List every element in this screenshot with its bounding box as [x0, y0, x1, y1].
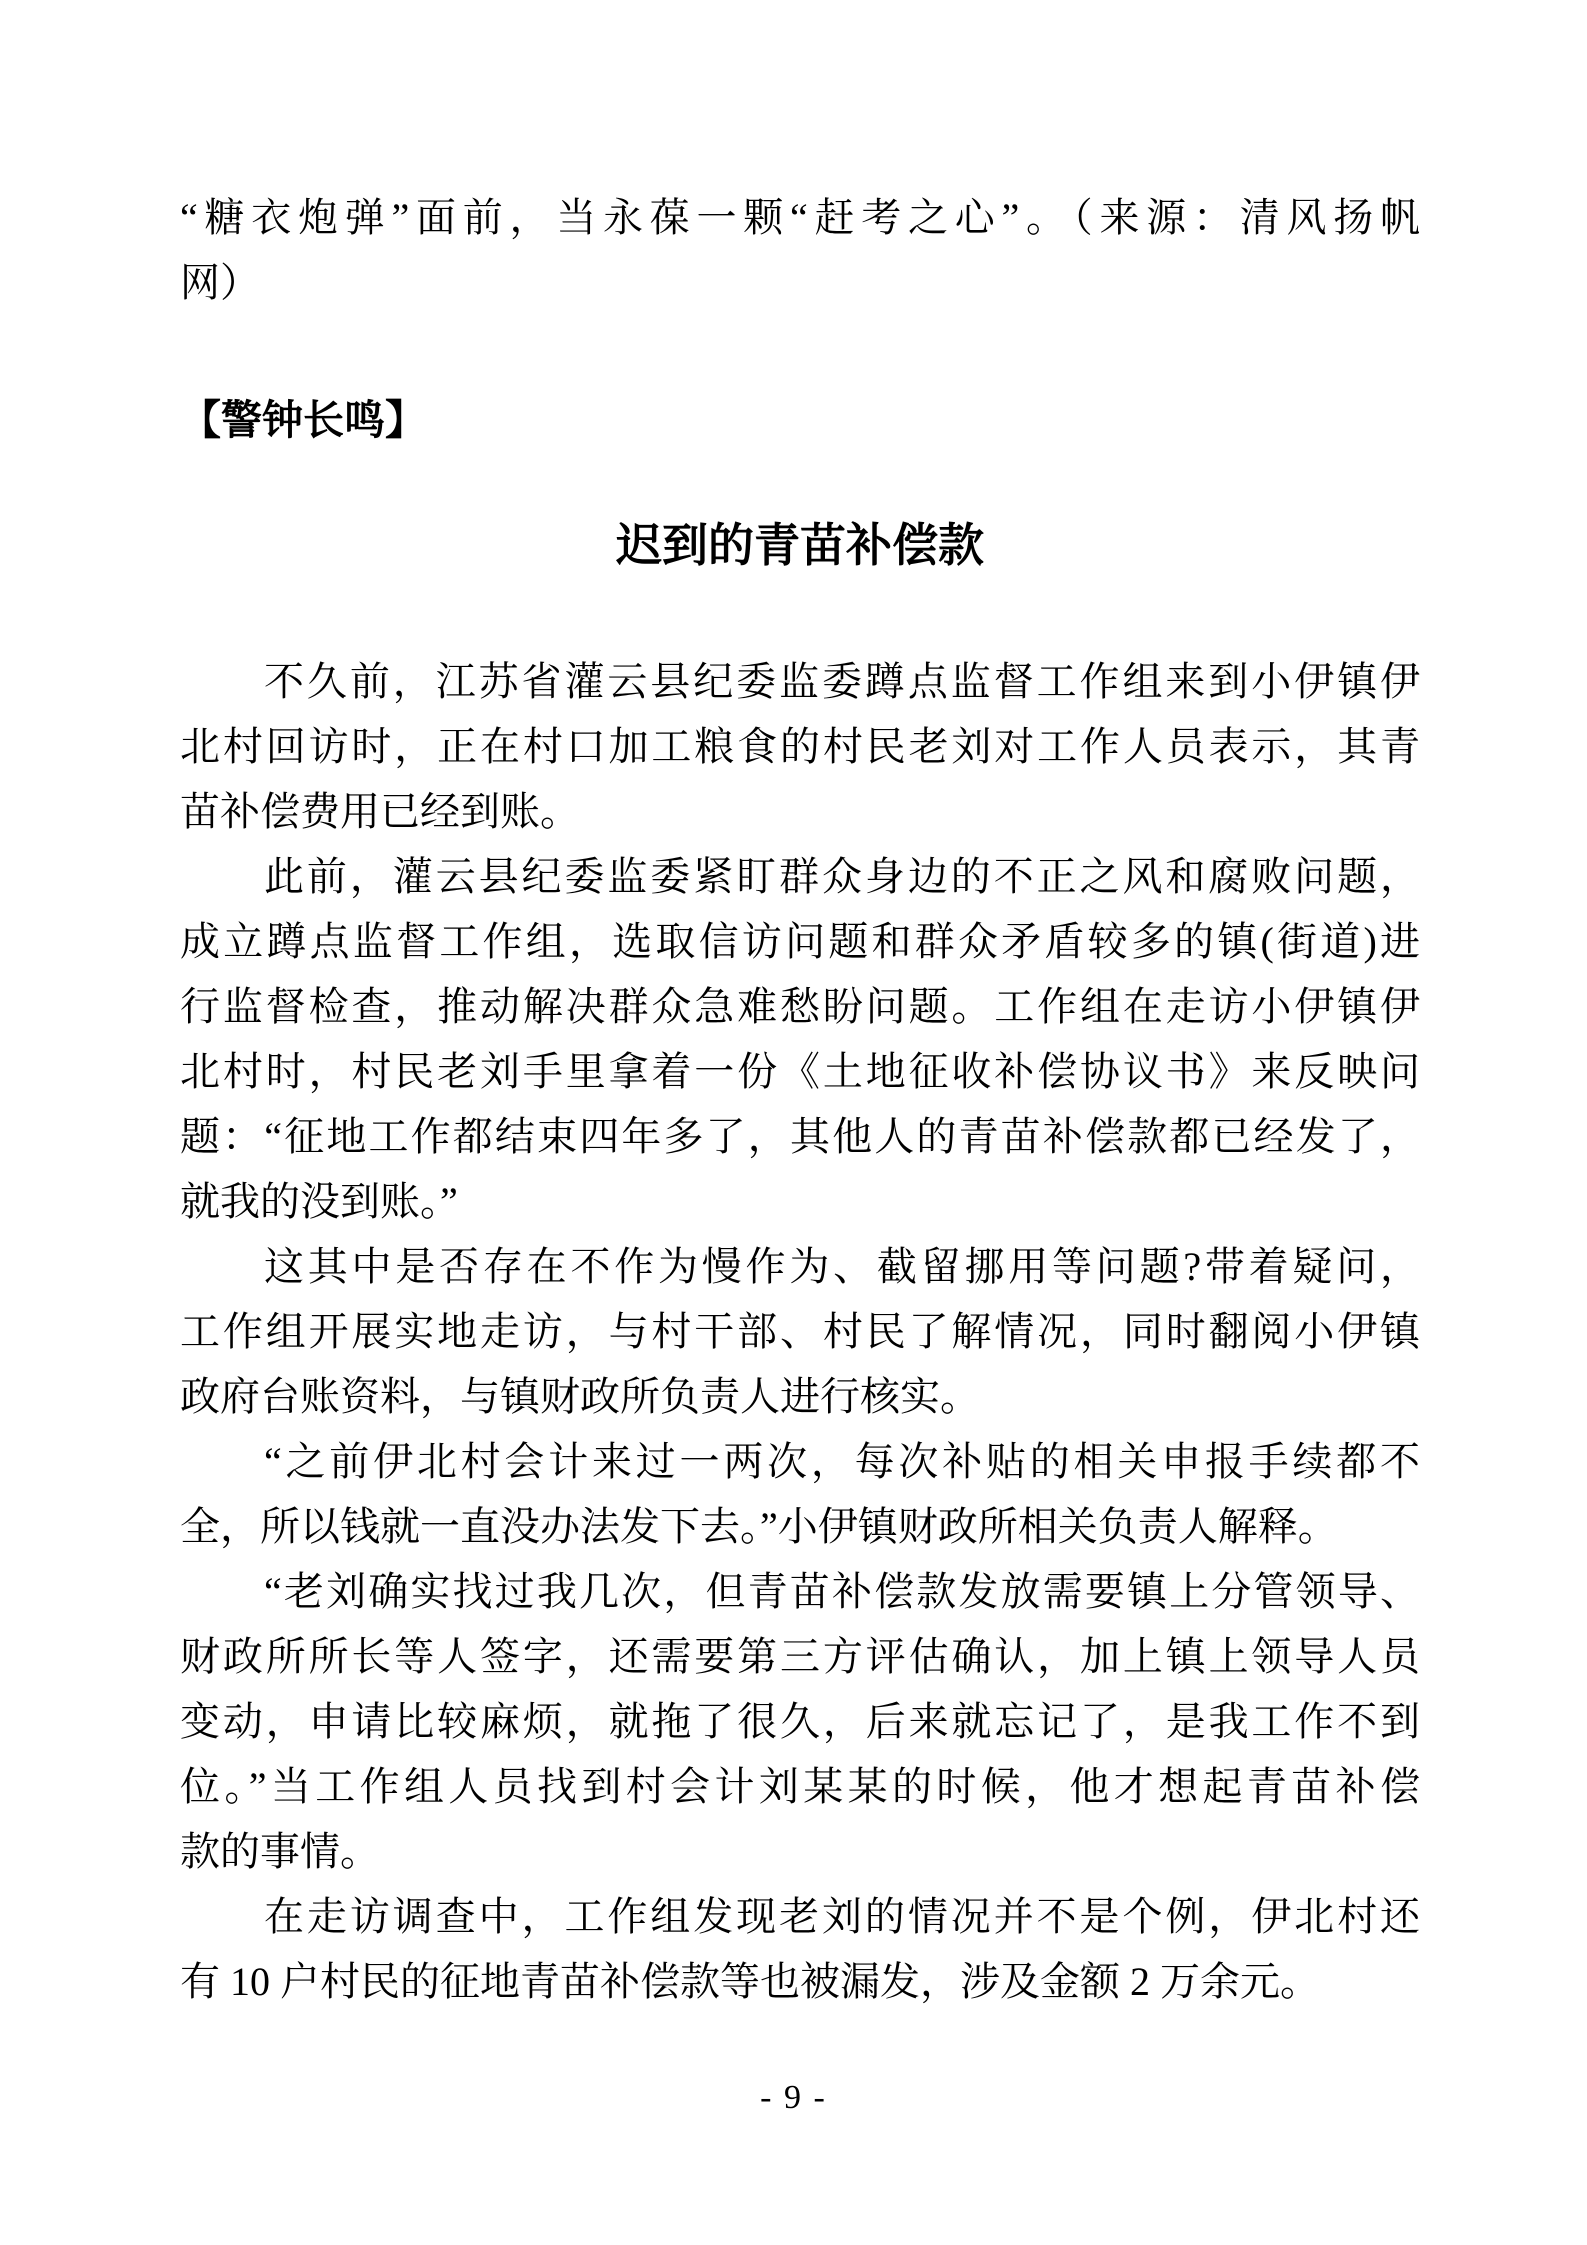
paragraph-5-line: 财政所所长等人签字，还需要第三方评估确认，加上镇上领导人员 [180, 1634, 1420, 1679]
paragraph-6-line: 在走访调查中，工作组发现老刘的情况并不是个例，伊北村还 [264, 1894, 1420, 1939]
paragraph-5-line: 位。”当工作组人员找到村会计刘某某的时候，他才想起青苗补偿 [180, 1764, 1420, 1809]
paragraph-5-line: 变动，申请比较麻烦，就拖了很久，后来就忘记了，是我工作不到 [180, 1699, 1420, 1744]
paragraph-4 [180, 1429, 1420, 1559]
paragraph-2-line: 北村时，村民老刘手里拿着一份《土地征收补偿协议书》来反映问 [180, 1049, 1420, 1094]
leading-paragraph-line: 网） [180, 260, 260, 305]
paragraph-5-line: 款的事情。 [180, 1829, 380, 1874]
paragraph-1-line: 不久前，江苏省灌云县纪委监委蹲点监督工作组来到小伊镇伊 [264, 659, 1420, 704]
paragraph-2-line: 就我的没到账。” [180, 1179, 458, 1224]
paragraph-1-line: 苗补偿费用已经到账。 [180, 789, 580, 834]
paragraph-1-line: 北村回访时，正在村口加工粮食的村民老刘对工作人员表示，其青 [180, 724, 1420, 769]
paragraph-6 [180, 1884, 1420, 2014]
page-number: - 9 - [760, 2079, 827, 2116]
paragraph-2-line: 此前，灌云县纪委监委紧盯群众身边的不正之风和腐败问题， [264, 854, 1420, 899]
paragraph-6-line: 有 10 户村民的征地青苗补偿款等也被漏发，涉及金额 2 万余元。 [180, 1959, 1320, 2004]
paragraph-2 [180, 844, 1420, 1234]
paragraph-4-line: 全，所以钱就一直没办法发下去。”小伊镇财政所相关负责人解释。 [180, 1504, 1338, 1549]
section-header: 【警钟长鸣】 [180, 397, 426, 443]
paragraph-3 [180, 1234, 1420, 1429]
paragraph-4-line: “之前伊北村会计来过一两次，每次补贴的相关申报手续都不 [264, 1439, 1420, 1484]
document-body [180, 185, 1420, 2014]
paragraph-1 [180, 649, 1420, 844]
paragraph-2-line: 题：“征地工作都结束四年多了，其他人的青苗补偿款都已经发了， [180, 1114, 1420, 1159]
paragraph-5-line: “老刘确实找过我几次，但青苗补偿款发放需要镇上分管领导、 [264, 1569, 1420, 1614]
article-paragraphs [180, 649, 1420, 2014]
article-title: 迟到的青苗补偿款 [616, 520, 984, 571]
leading-paragraph [180, 185, 1420, 315]
paragraph-3-line: 工作组开展实地走访，与村干部、村民了解情况，同时翻阅小伊镇 [180, 1309, 1420, 1354]
paragraph-2-line: 成立蹲点监督工作组，选取信访问题和群众矛盾较多的镇(街道)进 [180, 919, 1420, 964]
leading-paragraph-line: “糖衣炮弹”面前，当永葆一颗“赶考之心”。（来源：清风扬帆 [180, 195, 1420, 240]
paragraph-2-line: 行监督检查，推动解决群众急难愁盼问题。工作组在走访小伊镇伊 [180, 984, 1420, 1029]
paragraph-3-line: 政府台账资料，与镇财政所负责人进行核实。 [180, 1374, 980, 1419]
paragraph-3-line: 这其中是否存在不作为慢作为、截留挪用等问题?带着疑问， [264, 1244, 1420, 1289]
paragraph-5 [180, 1559, 1420, 1884]
